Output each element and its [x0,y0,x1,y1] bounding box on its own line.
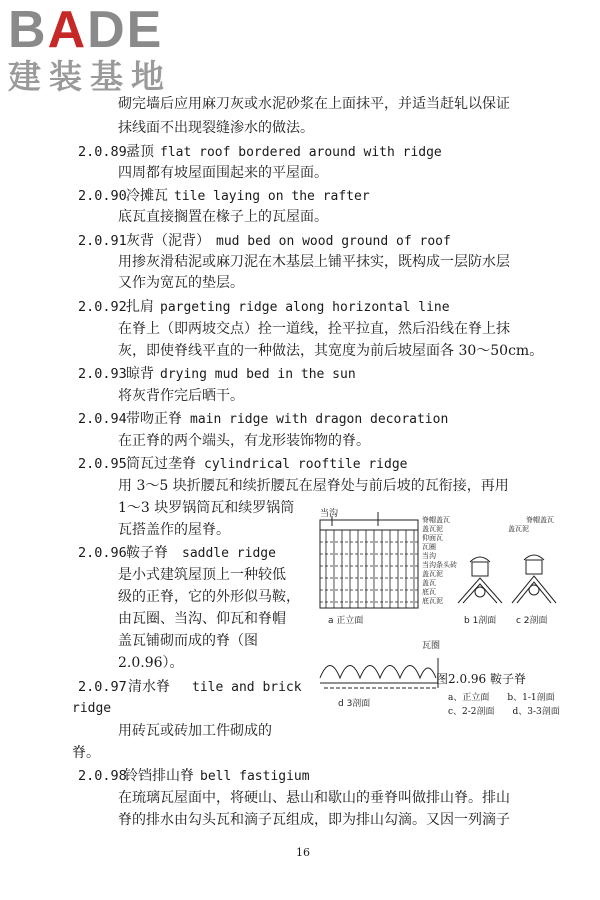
term-english: cylindrical rooftile ridge [204,457,408,472]
definition: 用砖瓦或砖加工件砌成的 [118,723,272,739]
definition: 又作为宽瓦的垫层。 [118,275,244,291]
definition: 将灰背作完后晒干。 [118,388,244,404]
svg-text:底瓦泥: 底瓦泥 [422,597,443,605]
definition: 用掺灰滑秸泥或麻刀泥在木基层上铺平抹实，既构成一层防水层 [118,254,510,270]
term-english: pargeting ridge along horizontal line [160,300,450,315]
term-chinese: 晾背 [126,366,154,382]
svg-text:盖瓦泥: 盖瓦泥 [422,525,443,533]
term-chinese: 扎肩 [126,299,154,315]
term-chinese: 带吻正脊 [126,411,182,427]
definition: 1～3 块罗锅筒瓦和续罗锅筒 [118,500,295,516]
term-number: 2.0.95 [78,456,127,472]
definition: 用 3～5 块折腰瓦和续折腰瓦在屋脊处与前后坡的瓦衔接，再用 [118,478,509,494]
label-b: b 1剖面 [464,616,497,626]
definition: 灰，即使脊线平直的一种做法，其宽度为前后坡屋面各 30～50cm。 [118,343,544,359]
term-english: ridge [72,701,112,716]
term-english: tile laying on the rafter [174,189,370,204]
definition: 2.0.96）。 [118,655,184,671]
svg-text:仰面瓦: 仰面瓦 [422,534,443,542]
term-chinese: 冷摊瓦 [126,188,168,204]
term-english: bell fastigium [200,769,310,784]
label-dang-gou: 当沟 [320,509,339,519]
term-number: 2.0.98 [78,768,127,784]
svg-text:瓦圈: 瓦圈 [422,543,436,551]
term-number: 2.0.93 [78,366,127,382]
term-english: main ridge with dragon decoration [190,412,449,427]
term-number: 2.0.94 [78,411,127,427]
svg-text:脊帽盖瓦: 脊帽盖瓦 [526,516,554,524]
section-c [512,555,556,603]
front-elevation [320,512,418,608]
definition: 四周都有坡屋面围起来的平屋面。 [118,165,328,181]
svg-text:盖瓦: 盖瓦 [422,579,436,587]
label-c: c 2剖面 [516,616,548,626]
term-chinese: 灰背（泥背） [126,233,210,249]
term-english: flat roof bordered around with ridge [160,145,442,160]
term-chinese: 鞍子脊 [126,545,168,561]
svg-text:底瓦: 底瓦 [422,588,436,596]
definition: 底瓦直接搁置在椽子上的瓦屋面。 [118,209,328,225]
figure-caption: 图2.0.96 鞍子脊 [436,672,526,686]
text-line: 抹线面不出现裂缝渗水的做法。 [118,120,314,136]
definition: 脊。 [72,745,100,761]
term-number: 2.0.97 [78,679,127,695]
term-english: tile and brick [192,680,302,695]
term-chinese: 筒瓦过垄脊 [126,456,196,472]
definition: 脊的排水由勾头瓦和滴子瓦组成，即为排山勾滴。又因一列滴子 [118,812,510,828]
bade-logo: BADE 建装基地 [8,1,172,96]
term-number: 2.0.96 [78,545,127,561]
definition: 盖瓦铺砌而成的脊（图 [118,633,258,649]
term-english: mud bed on wood ground of roof [216,234,451,249]
svg-text:当沟条头砖: 当沟条头砖 [422,561,457,569]
definition: 瓦搭盖作的屋脊。 [118,522,230,538]
svg-text:盖瓦泥: 盖瓦泥 [508,525,529,533]
svg-text:盖瓦泥: 盖瓦泥 [422,570,443,578]
term-chinese: 盝顶 [126,144,154,160]
term-number: 2.0.92 [78,299,127,315]
figure-legend: a、正立面 b、1-1剖面 [448,693,555,703]
term-number: 2.0.89 [78,144,127,160]
definition: 在琉璃瓦屋面中，将硬山、悬山和歇山的垂脊叫做排山脊。排山 [118,790,510,806]
label-d: d 3剖面 [338,699,371,709]
definition: 在正脊的两个端头，有龙形装饰物的脊。 [118,433,370,449]
figure-legend: c、2-2剖面 d、3-3剖面 [448,707,560,717]
text-line: 砌完墙后应用麻刀灰或水泥砂浆在上面抹平，并适当赶轧以保证 [118,96,510,112]
section-d [320,658,438,688]
label-waquan: 瓦圈 [422,641,441,651]
term-number: 2.0.91 [78,233,127,249]
term-number: 2.0.90 [78,188,127,204]
term-chinese: 清水脊 [128,679,170,695]
term-chinese: 铃铛排山脊 [124,768,194,784]
definition: 级的正脊，它的外形似马鞍， [118,589,300,605]
definition: 由瓦圈、当沟、仰瓦和脊帽 [118,611,286,627]
definition: 是小式建筑屋顶上一种较低 [118,567,286,583]
svg-text:脊帽盖瓦: 脊帽盖瓦 [422,516,450,524]
definition: 在脊上（即两坡交点）拴一道线，拴平拉直，然后沿线在脊上抹 [118,321,510,337]
section-b [458,557,502,603]
term-english: drying mud bed in the sun [160,367,356,382]
term-english: saddle ridge [182,546,276,561]
page-number: 16 [296,846,310,859]
svg-text:当沟: 当沟 [422,552,436,560]
label-a: a 正立面 [328,616,364,626]
